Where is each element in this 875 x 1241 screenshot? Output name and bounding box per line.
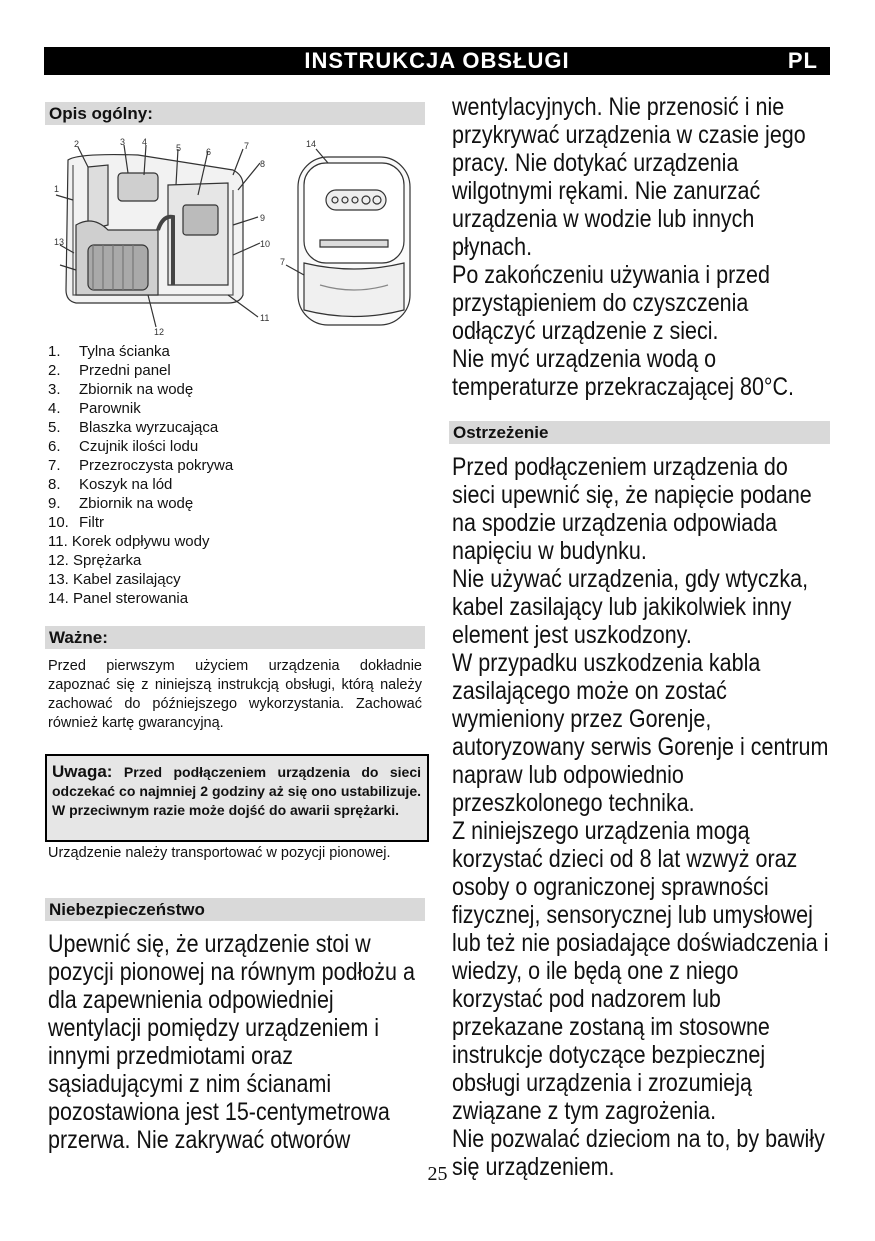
svg-text:13: 13: [54, 237, 65, 247]
svg-text:9: 9: [260, 213, 266, 223]
list-item: 5. Blaszka wyrzucająca: [48, 419, 219, 436]
list-item: 1. Tylna ścianka: [48, 343, 170, 360]
svg-text:8: 8: [260, 159, 266, 169]
svg-text:10: 10: [260, 239, 271, 249]
svg-text:3: 3: [120, 137, 126, 147]
list-item: 2. Przedni panel: [48, 362, 171, 379]
unplug-text: Po zakończeniu używania i przed przystąpieniem do czyszczenia odłączyć urządzenie z sieci.: [452, 261, 770, 345]
list-item: 3. Zbiornik na wodę: [48, 381, 194, 398]
svg-text:14: 14: [306, 139, 317, 149]
caution-text: Przed podłączeniem urządzenia do sieci odczekać co najmniej 2 godziny aż się ono ustabilizuje. W przeciwnym razie może dojść do awarii sprężarki.: [52, 764, 422, 818]
list-item: 6. Czujnik ilości lodu: [48, 438, 199, 455]
list-item: 10. Filtr: [48, 514, 104, 531]
language-code: PL: [787, 48, 818, 73]
list-item: 14. Panel sterowania: [48, 590, 189, 607]
svg-text:5: 5: [176, 143, 182, 153]
caution-label: Uwaga:: [52, 762, 113, 781]
caution-box: [45, 754, 429, 842]
children-text: Z niniejszego urządzenia mogą korzystać dzieci od 8 lat wzwyż oraz osoby o ograniczonej sprawności fizycznej, sensorycznej lub umysłowej lub też nie posiadające doświadczenia i wiedzy, o ile będą one z niego korzystać pod nadzorem lub przekazane zostaną im stosowne instrukcje dotyczące bezpiecznej obsługi urządzenia i zrozumieją związane z tym zagrożenia.: [452, 817, 829, 1125]
header-bar: [44, 47, 830, 75]
svg-text:7: 7: [280, 257, 286, 267]
ventilation-text: wentylacyjnych. Nie przenosić i nie przykrywać urządzenia w czasie jego pracy. Nie dotykać urządzenia wilgotnymi rękami. Nie zanurzać urządzenia w wodzie lub innych płynach.: [452, 93, 806, 261]
ice-maker-diagram: [48, 135, 420, 340]
svg-text:2: 2: [74, 139, 80, 149]
transport-note: Urządzenie należy transportować w pozycji pionowej.: [48, 845, 391, 861]
svg-text:6: 6: [206, 147, 212, 157]
manual-title: INSTRUKCJA OBSŁUGI: [304, 48, 570, 73]
warning-heading: Ostrzeżenie: [449, 421, 830, 444]
danger-text-block: [48, 930, 420, 1154]
parts-list: [48, 342, 418, 608]
svg-text:7: 7: [244, 141, 250, 151]
page-number: 25: [427, 1163, 448, 1185]
play-text: Nie pozwalać dzieciom na to, by bawiły się urządzeniem.: [452, 1125, 825, 1181]
important-text: Przed pierwszym użyciem urządzenia dokładnie zapoznać się z niniejszą instrukcją obsługi, którą należy zachować do późniejszego wykorzystania. Zachować również kartę gwarancyjną.: [48, 658, 422, 731]
list-item: 7. Przezroczysta pokrywa: [48, 457, 234, 474]
right-column-top: [452, 93, 830, 401]
list-item: 11. Korek odpływu wody: [48, 533, 210, 550]
danger-heading: Niebezpieczeństwo: [45, 898, 425, 921]
list-item: 12. Sprężarka: [48, 552, 142, 569]
svg-text:11: 11: [260, 313, 270, 323]
general-description-heading: Opis ogólny:: [45, 102, 425, 125]
washing-text: Nie myć urządzenia wodą o temperaturze przekraczającej 80°C.: [452, 345, 794, 401]
damage-text: Nie używać urządzenia, gdy wtyczka, kabel zasilający lub jakikolwiek inny element jest uszkodzony.: [452, 565, 809, 649]
cable-text: W przypadku uszkodzenia kabla zasilającego może on zostać wymieniony przez Gorenje, autoryzowany serwis Gorenje i centrum napraw lub odpowiednio przeszkolonego technika.: [452, 649, 829, 817]
svg-text:12: 12: [154, 327, 165, 337]
svg-text:4: 4: [142, 137, 148, 147]
warning-text-block: [452, 453, 830, 1181]
list-item: 13. Kabel zasilający: [48, 571, 181, 588]
list-item: 4. Parownik: [48, 400, 141, 417]
important-heading: Ważne:: [45, 626, 425, 649]
danger-text: Upewnić się, że urządzenie stoi w pozycji pionowej na równym podłożu a dla zapewnienia odpowiedniej wentylacji pomiędzy urządzeniem i innymi przedmiotami oraz sąsiadującymi z nim ścianami pozostawiona jest 15-centymetrowa przerwa. Nie zakrywać otworów: [48, 930, 415, 1154]
voltage-text: Przed podłączeniem urządzenia do sieci upewnić się, że napięcie podane na spodzie urządzenia odpowiada napięciu w budynku.: [452, 453, 812, 565]
list-item: 9. Zbiornik na wodę: [48, 495, 194, 512]
svg-text:1: 1: [54, 184, 60, 194]
list-item: 8. Koszyk na lód: [48, 476, 173, 493]
